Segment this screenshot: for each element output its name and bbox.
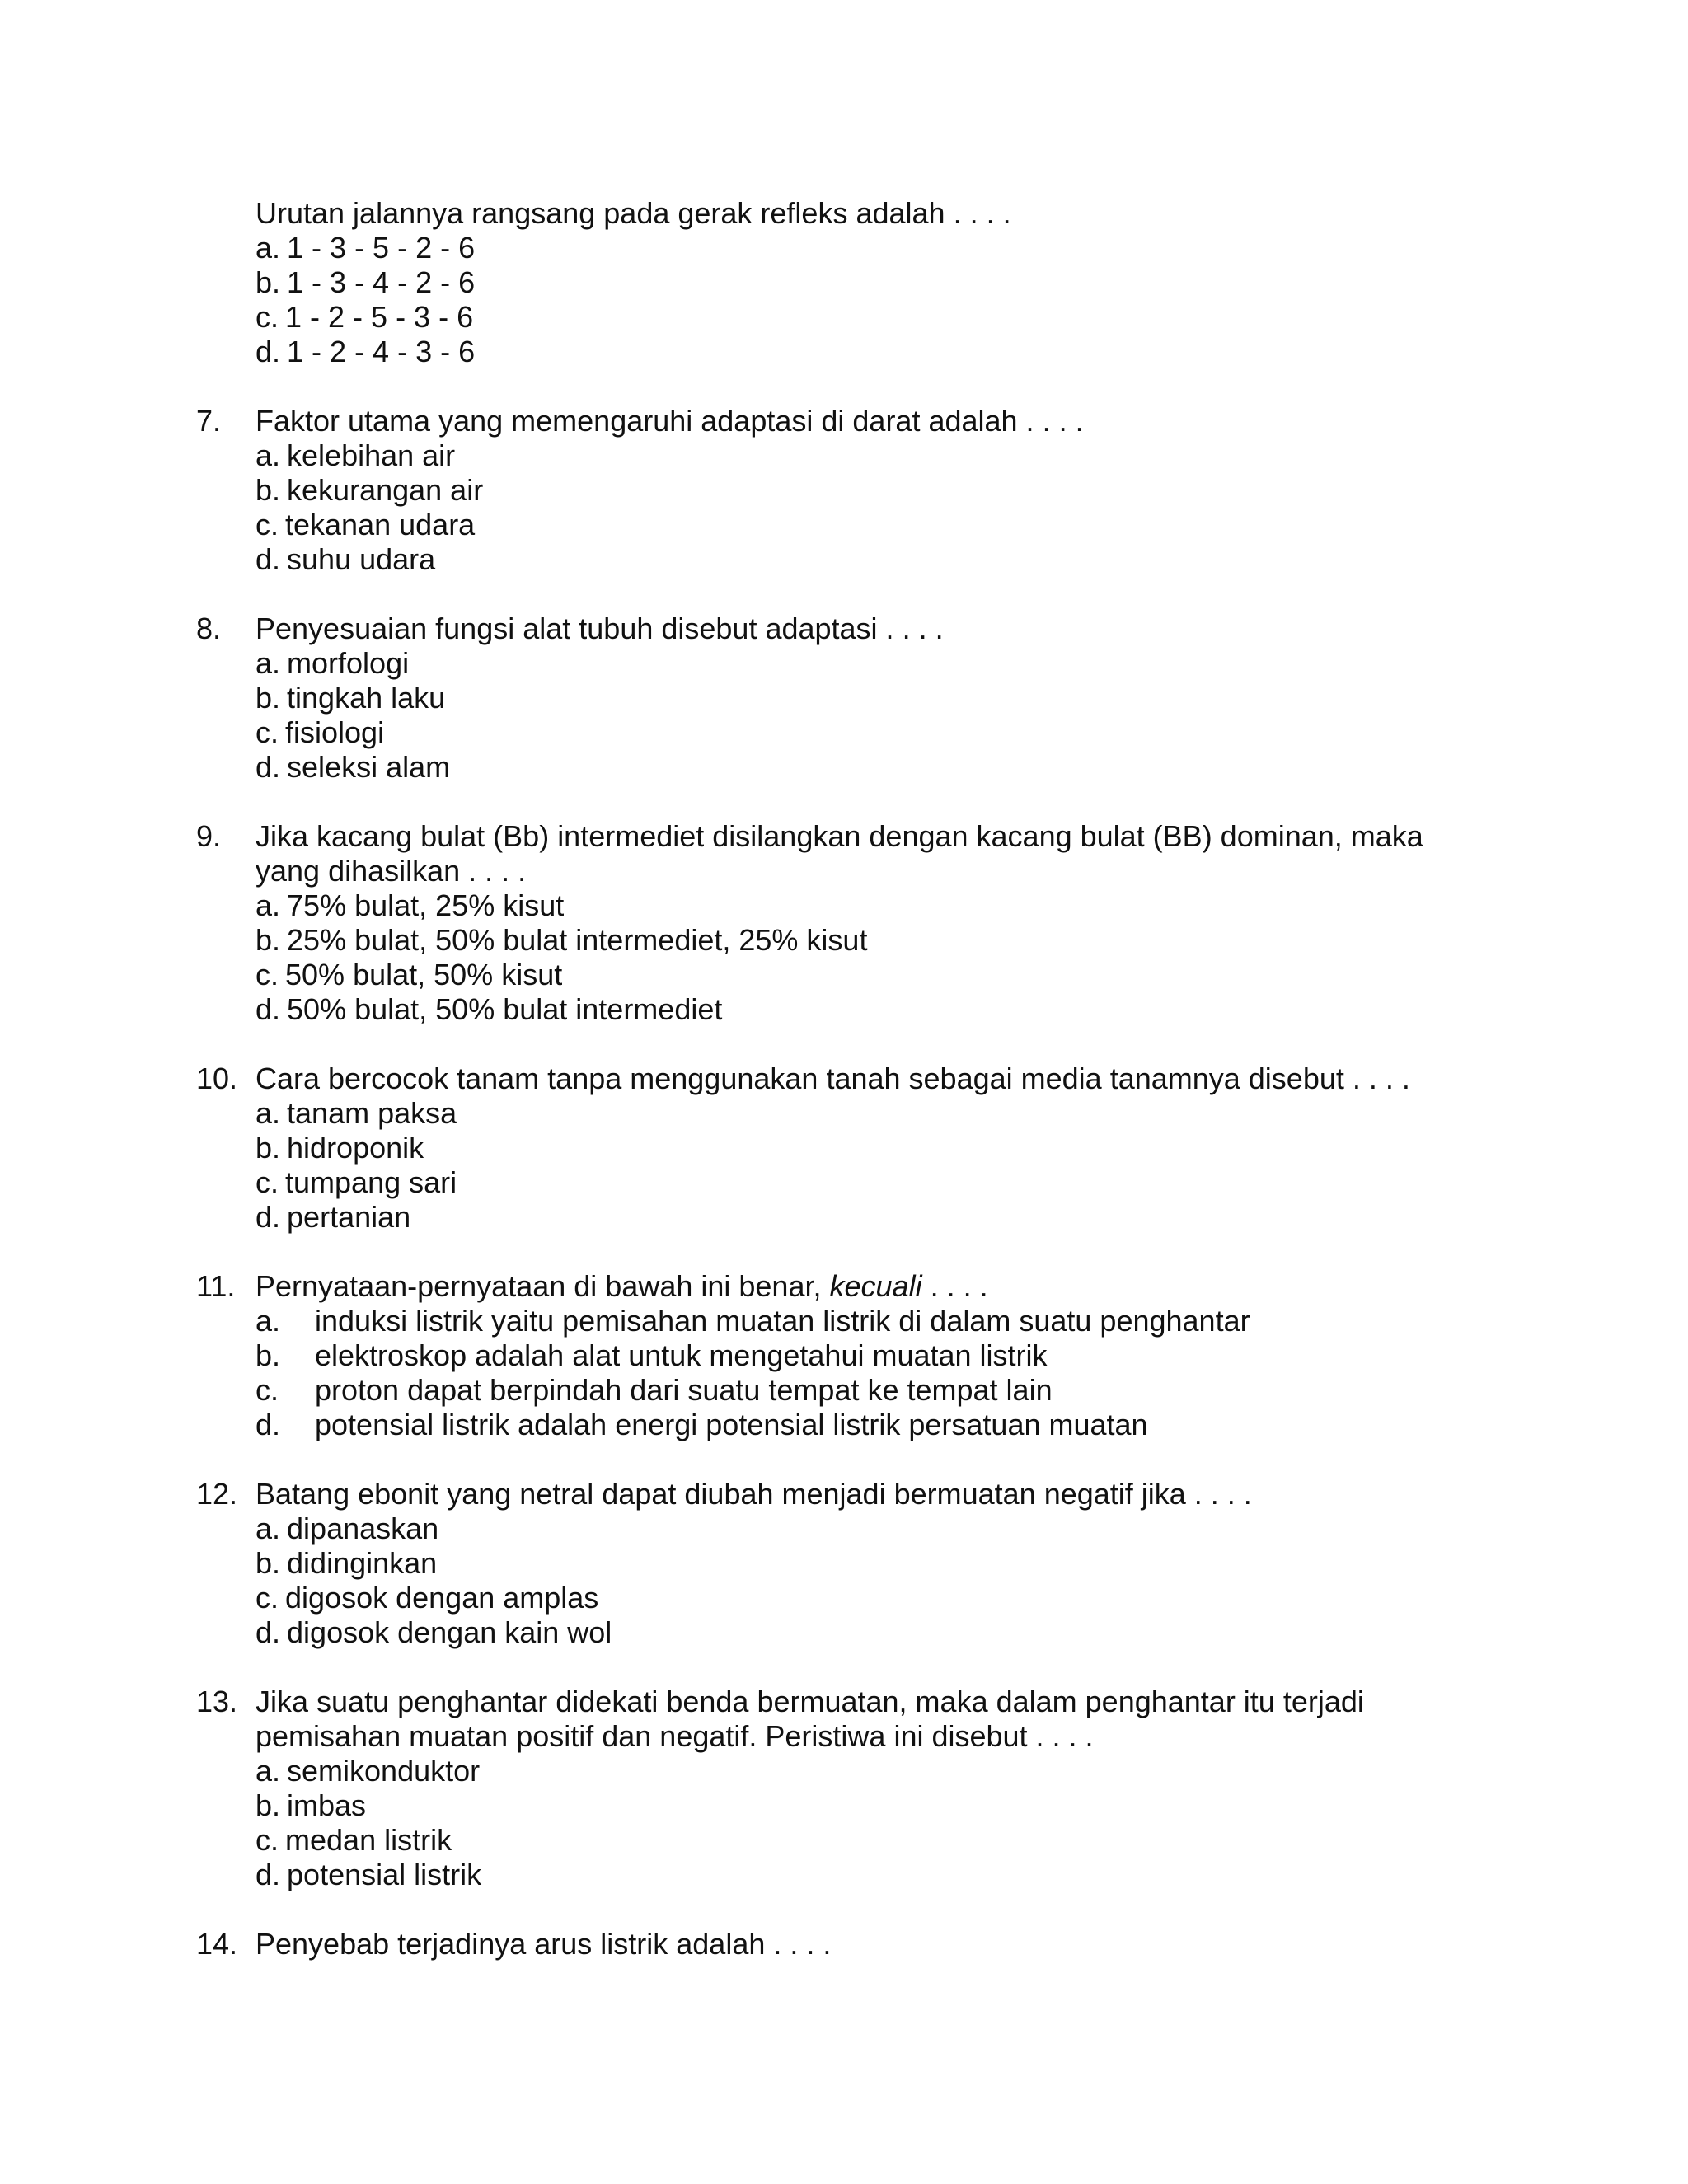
question-stem: Jika suatu penghantar didekati benda bermuatan, maka dalam penghantar itu terjadi pemisahan muatan positif dan negatif. Peristiwa ini disebut . . . . [256, 1685, 1364, 1753]
question-number: 14. [196, 1927, 238, 1961]
option-c: c. 50% bulat, 50% kisut [256, 958, 563, 991]
option-d: d. seleksi alam [256, 750, 451, 784]
option-c: c. digosok dengan amplas [256, 1581, 599, 1615]
option-c: c. proton dapat berpindah dari suatu tempat ke tempat lain [256, 1373, 1053, 1407]
option-a: a. dipanaskan [256, 1511, 439, 1545]
option-b: b. hidroponik [256, 1131, 424, 1165]
option-a: a. semikonduktor [256, 1754, 481, 1788]
option-a: a. tanam paksa [256, 1096, 457, 1130]
question-11 [196, 1269, 1482, 1442]
option-d: d. 50% bulat, 50% bulat intermediet [256, 992, 723, 1026]
question-number: 11. [196, 1269, 236, 1303]
question-number: 13. [196, 1685, 238, 1718]
option-c: c. medan listrik [256, 1823, 452, 1857]
question-number: 8. [196, 612, 222, 645]
option-a: a. kelebihan air [256, 438, 456, 472]
question-stem: Pernyataan-pernyataan di bawah ini benar, kecuali . . . . [256, 1269, 988, 1303]
option-b: b. 1 - 3 - 4 - 2 - 6 [256, 265, 476, 299]
option-b: b. 25% bulat, 50% bulat intermediet, 25% kisut [256, 923, 868, 957]
option-d: d. potensial listrik [256, 1858, 482, 1891]
question-number: 9. [196, 819, 222, 853]
option-c: c. tumpang sari [256, 1165, 457, 1199]
question-number: 12. [196, 1477, 238, 1511]
question-stem: Penyebab terjadinya arus listrik adalah . . . . [256, 1927, 832, 1961]
option-d: d. digosok dengan kain wol [256, 1615, 612, 1649]
question-8 [196, 612, 1482, 785]
question-stem: Penyesuaian fungsi alat tubuh disebut adaptasi . . . . [256, 612, 944, 645]
question-stem: Cara bercocok tanam tanpa menggunakan tanah sebagai media tanamnya disebut . . . . [256, 1062, 1410, 1095]
option-b: b. imbas [256, 1788, 367, 1822]
question-stem: Faktor utama yang memengaruhi adaptasi di darat adalah . . . . [256, 404, 1084, 438]
question-number: 10. [196, 1062, 238, 1095]
question-7 [196, 404, 1482, 577]
option-a: a. 1 - 3 - 5 - 2 - 6 [256, 231, 476, 265]
question-12 [196, 1477, 1482, 1650]
option-b: b. kekurangan air [256, 473, 484, 507]
question-6-continued [196, 196, 1482, 369]
option-c: c. tekanan udara [256, 508, 476, 541]
option-b: b. didinginkan [256, 1546, 438, 1580]
question-9 [196, 819, 1482, 1027]
option-b: b. tingkah laku [256, 681, 446, 715]
option-d: d. potensial listrik adalah energi potensial listrik persatuan muatan [256, 1408, 1148, 1441]
question-stem: Urutan jalannya rangsang pada gerak refleks adalah . . . . [256, 196, 1011, 230]
option-b: b. elektroskop adalah alat untuk mengetahui muatan listrik [256, 1338, 1048, 1372]
option-c: c. fisiologi [256, 715, 385, 749]
option-d: d. suhu udara [256, 542, 436, 576]
option-a: a. morfologi [256, 646, 410, 680]
question-stem: Jika kacang bulat (Bb) intermediet disilangkan dengan kacang bulat (BB) dominan, maka yang dihasilkan . . . . [256, 819, 1423, 888]
question-number: 7. [196, 404, 222, 438]
option-d: d. pertanian [256, 1200, 411, 1234]
emphasis-kecuali: kecuali [829, 1269, 922, 1303]
question-13 [196, 1685, 1482, 1892]
option-a: a. induksi listrik yaitu pemisahan muatan listrik di dalam suatu penghantar [256, 1304, 1250, 1338]
option-d: d. 1 - 2 - 4 - 3 - 6 [256, 335, 476, 368]
question-stem: Batang ebonit yang netral dapat diubah menjadi bermuatan negatif jika . . . . [256, 1477, 1252, 1511]
question-10 [196, 1062, 1482, 1235]
question-14 [196, 1927, 1482, 1961]
option-a: a. 75% bulat, 25% kisut [256, 888, 565, 922]
option-c: c. 1 - 2 - 5 - 3 - 6 [256, 300, 474, 334]
